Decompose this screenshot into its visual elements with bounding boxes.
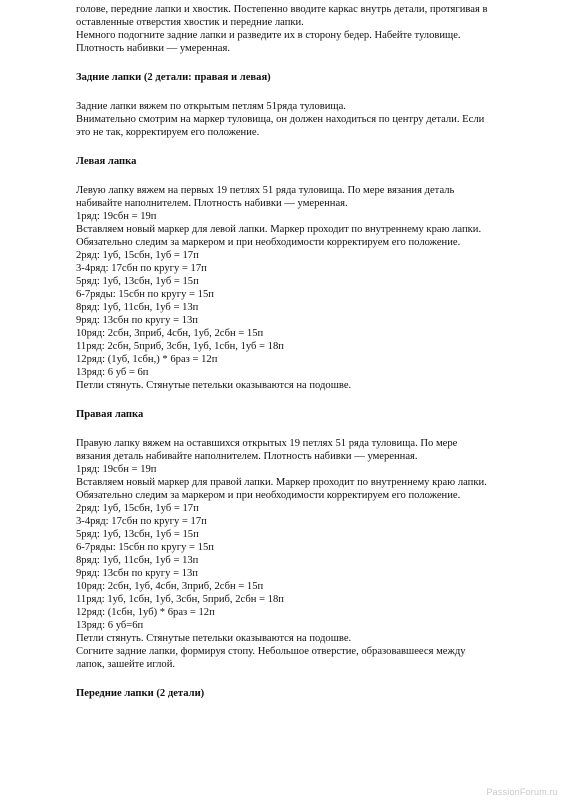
text-line: 13ряд: 6 уб=6п [76, 620, 144, 631]
text-line: 6-7ряды: 15сбн по кругу = 15п [76, 542, 214, 553]
text-line: Обязательно следим за маркером и при необходимости корректируем его положение. [76, 490, 461, 501]
text-line: 5ряд: 1уб, 13сбн, 1уб = 15п [76, 529, 199, 540]
text-line: 2ряд: 1уб, 15сбн, 1уб = 17п [76, 250, 199, 261]
text-line: Плотность набивки — умеренная. [76, 43, 231, 54]
text-line: 10ряд: 2сбн, 3приб, 4сбн, 1уб, 2сбн = 15п [76, 328, 264, 339]
text-line: Петли стянуть. Стянутые петельки оказываются на подошве. [76, 380, 352, 391]
text-line: 11ряд: 1уб, 1сбн, 1уб, 3сбн, 5приб, 2сбн = 18п [76, 594, 284, 605]
text-line: 1ряд: 19сбн = 19п [76, 464, 157, 475]
text-line: 5ряд: 1уб, 13сбн, 1уб = 15п [76, 276, 199, 287]
text-line: 1ряд: 19сбн = 19п [76, 211, 157, 222]
section-heading-right-leg: Правая лапка [76, 409, 144, 420]
text-line: Немного подогните задние лапки и разведите их в сторону бедер. Набейте туловище. [76, 30, 461, 41]
text-line: Вставляем новый маркер для левой лапки. Маркер проходит по внутреннему краю лапки. [76, 224, 482, 235]
text-line: Согните задние лапки, формируя стопу. Небольшое отверстие, образовавшееся между [76, 646, 466, 657]
right-leg-paragraph [76, 437, 546, 671]
section-heading-hind-legs: Задние лапки (2 детали: правая и левая) [76, 72, 271, 83]
text-line: Задние лапки вяжем по открытым петлям 51ряда туловища. [76, 101, 346, 112]
text-line: лапок, зашейте иглой. [76, 659, 176, 670]
text-line: 12ряд: (1уб, 1сбн,) * 6раз = 12п [76, 354, 218, 365]
text-line: 8ряд: 1уб, 11сбн, 1уб = 13п [76, 302, 199, 313]
text-line: Петли стянуть. Стянутые петельки оказываются на подошве. [76, 633, 352, 644]
text-line: Правую лапку вяжем на оставшихся открытых 19 петлях 51 ряда туловища. По мере [76, 438, 458, 449]
text-line: 3-4ряд: 17сбн по кругу = 17п [76, 263, 207, 274]
text-line: 12ряд: (1сбн, 1уб) * 6раз = 12п [76, 607, 215, 618]
document-page [76, 0, 546, 700]
text-line: это не так, корректируем его положение. [76, 127, 260, 138]
text-line: вязания деталь набивайте наполнителем. Плотность набивки — умеренная. [76, 451, 418, 462]
text-line: 13ряд: 6 уб = 6п [76, 367, 149, 378]
text-line: 8ряд: 1уб, 11сбн, 1уб = 13п [76, 555, 199, 566]
text-line: 6-7ряды: 15сбн по кругу = 15п [76, 289, 214, 300]
text-line: 10ряд: 2сбн, 1уб, 4сбн, 3приб, 2сбн = 15п [76, 581, 264, 592]
text-line: 9ряд: 13сбн по кругу = 13п [76, 315, 198, 326]
text-line: 3-4ряд: 17сбн по кругу = 17п [76, 516, 207, 527]
intro-paragraph [76, 3, 546, 55]
text-line: голове, передние лапки и хвостик. Постепенно вводите каркас внутрь детали, протягивая в [76, 4, 488, 15]
hind-legs-paragraph [76, 100, 546, 139]
text-line: Обязательно следим за маркером и при необходимости корректируем его положение. [76, 237, 461, 248]
text-line: Левую лапку вяжем на первых 19 петлях 51 ряда туловища. По мере вязания деталь [76, 185, 455, 196]
text-line: 11ряд: 2сбн, 5приб, 3сбн, 1уб, 1сбн, 1уб = 18п [76, 341, 284, 352]
text-line: набивайте наполнителем. Плотность набивки — умеренная. [76, 198, 348, 209]
left-leg-paragraph [76, 184, 546, 392]
watermark: PassionForum.ru [486, 787, 558, 797]
text-line: Вставляем новый маркер для правой лапки. Маркер проходит по внутреннему краю лапки. [76, 477, 487, 488]
text-line: 2ряд: 1уб, 15сбн, 1уб = 17п [76, 503, 199, 514]
text-line: оставленные отверстия хвостик и передние лапки. [76, 17, 304, 28]
text-line: Внимательно смотрим на маркер туловища, он должен находиться по центру детали. Если [76, 114, 485, 125]
section-heading-front-legs: Передние лапки (2 детали) [76, 688, 205, 699]
section-heading-left-leg: Левая лапка [76, 156, 137, 167]
text-line: 9ряд: 13сбн по кругу = 13п [76, 568, 198, 579]
